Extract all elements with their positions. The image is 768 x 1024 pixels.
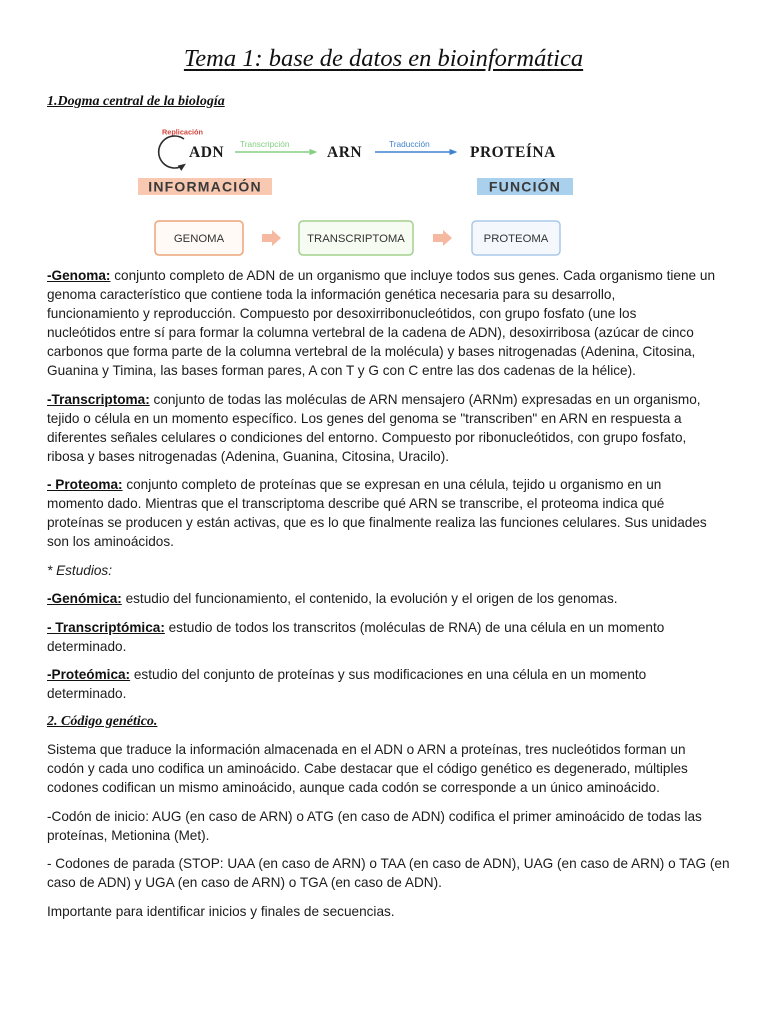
start-codon-paragraph <box>47 807 737 845</box>
function-label: FUNCIÓN <box>488 178 562 195</box>
protein-label: PROTEÍNA <box>470 144 556 161</box>
transcriptomica-definition <box>47 618 737 656</box>
genoma-definition <box>47 266 737 380</box>
text-line: - Codones de parada (STOP: UAA (en caso de ARN) o TAA (en caso de ADN), UAG (en caso de ARN) o TAG (en <box>47 856 730 871</box>
transcriptoma-definition <box>47 390 737 466</box>
step-arrow-icon <box>433 230 452 246</box>
text-line <box>47 618 737 637</box>
rna-label: ARN <box>327 144 363 161</box>
text-line: proteínas, Metionina (Met). <box>47 827 210 843</box>
text-line <box>47 589 737 608</box>
transcriptome-label: TRANSCRIPTOMA <box>307 233 405 245</box>
proteomica-definition <box>47 665 737 703</box>
genome-label: GENOMA <box>173 233 225 245</box>
replication-cycle-arrow-icon <box>159 136 184 168</box>
text-line: momento dado. Mientras que el transcriptoma describe qué ARN se transcribe, el proteoma indica qué <box>47 496 665 511</box>
proteome-label: PROTEOMA <box>483 233 549 245</box>
genomica-definition <box>47 589 737 608</box>
definition-text: estudio de todos los transcritos (moléculas de RNA) de una célula en un momento <box>168 619 665 635</box>
text-line: carbonos que forma parte de la columna vertebral de la molécula) y bases nitrogenadas (Adenina, Citosina, <box>47 344 696 359</box>
text-line: Sistema que traduce la información almacenada en el ADN o ARN a proteínas, tres nucleótidos forman un <box>47 742 686 757</box>
step-arrow-icon <box>262 230 281 246</box>
text-line: ribosa y bases nitrogenadas (Adenina, Guanina, Citosina, Uracilo). <box>47 448 449 464</box>
text-line: tejido o célula en un momento específico. Los genes del genoma se "transcriben" en ARN en respuesta a <box>47 410 682 426</box>
information-label: INFORMACIÓN <box>148 178 262 195</box>
text-line <box>47 266 737 285</box>
section-2-heading: 2. Código genético. <box>47 713 158 729</box>
text-line <box>47 665 737 684</box>
dna-label: ADN <box>189 144 225 161</box>
term-label: -Proteómica: <box>47 667 131 682</box>
page-title: Tema 1: base de datos en bioinformática <box>183 45 584 72</box>
text-line: nucleótidos entre sí para formar la columna vertebral de la cadena de ADN), desoxirribosa (azúcar de cinco <box>47 325 694 340</box>
text-line <box>47 390 737 409</box>
genetic-code-definition <box>47 740 737 797</box>
studies-label <box>47 561 737 580</box>
text-line: genoma característico que contiene toda la información genética necesaria para su desarrollo, <box>47 287 616 302</box>
definition-text: conjunto de todas las moléculas de ARN mensajero (ARNm) expresadas en un organismo, <box>153 391 701 407</box>
text-line: funcionamiento y reproducción. Compuesto por desoxirribonucleótidos, con grupo fosfato (une los <box>47 306 637 321</box>
term-label: -Transcriptoma: <box>47 391 150 407</box>
replication-label: Replicación <box>162 127 203 137</box>
definition-text: conjunto completo de ADN de un organismo que incluye todos sus genes. Cada organismo tiene un <box>114 268 716 283</box>
text-line: diferentes señales celulares o condiciones del entorno. Compuesto por ribonucleótidos, con grupo fosfato, <box>47 429 687 445</box>
text-line: Importante para identificar inicios y finales de secuencias. <box>47 903 395 919</box>
text-line: * Estudios: <box>47 562 112 578</box>
definition-text: estudio del funcionamiento, el contenido, la evolución y el origen de los genomas. <box>125 591 618 606</box>
term-label: -Genómica: <box>47 591 122 606</box>
text-line <box>47 475 737 494</box>
text-line: determinado. <box>47 686 127 701</box>
term-label: - Proteoma: <box>47 477 123 492</box>
term-label: - Transcriptómica: <box>47 619 165 635</box>
proteoma-definition <box>47 475 737 551</box>
text-line: codones codifican un mismo aminoácido, aunque cada codón se corresponde a un único aminoácido. <box>47 780 660 795</box>
text-line: codón y cada uno codifica un aminoácido. Cabe destacar que el código genético es degenerado, múltiples <box>47 761 688 776</box>
text-line: determinado. <box>47 638 127 654</box>
term-label: -Genoma: <box>47 268 111 283</box>
text-line: Guanina y Timina, las bases forman pares, A con T y G con C entre las dos cadenas de la hélice). <box>47 363 636 378</box>
section-1-heading: 1.Dogma central de la biología <box>47 94 225 109</box>
translation-label: Traducción <box>389 139 430 149</box>
transcription-label: Transcripción <box>240 139 290 149</box>
text-line: son los aminoácidos. <box>47 534 174 549</box>
text-line: proteínas se producen y están activas, que es lo que finalmente realiza las funciones celulares. Sus unidades <box>47 515 707 530</box>
text-line: -Codón de inicio: AUG (en caso de ARN) o ATG (en caso de ADN) codifica el primer aminoácido de todas las <box>47 808 702 824</box>
stop-codons-paragraph <box>47 854 737 892</box>
definition-text: estudio del conjunto de proteínas y sus modificaciones en una célula en un momento <box>133 667 647 682</box>
page-content <box>47 0 737 930</box>
central-dogma-diagram <box>138 125 598 263</box>
definition-text: conjunto completo de proteínas que se expresan en una célula, tejido u organismo en un <box>126 477 662 492</box>
text-line: caso de ADN) y UGA (en caso de ARN) o TGA (en caso de ADN). <box>47 875 442 890</box>
closing-note <box>47 902 737 921</box>
